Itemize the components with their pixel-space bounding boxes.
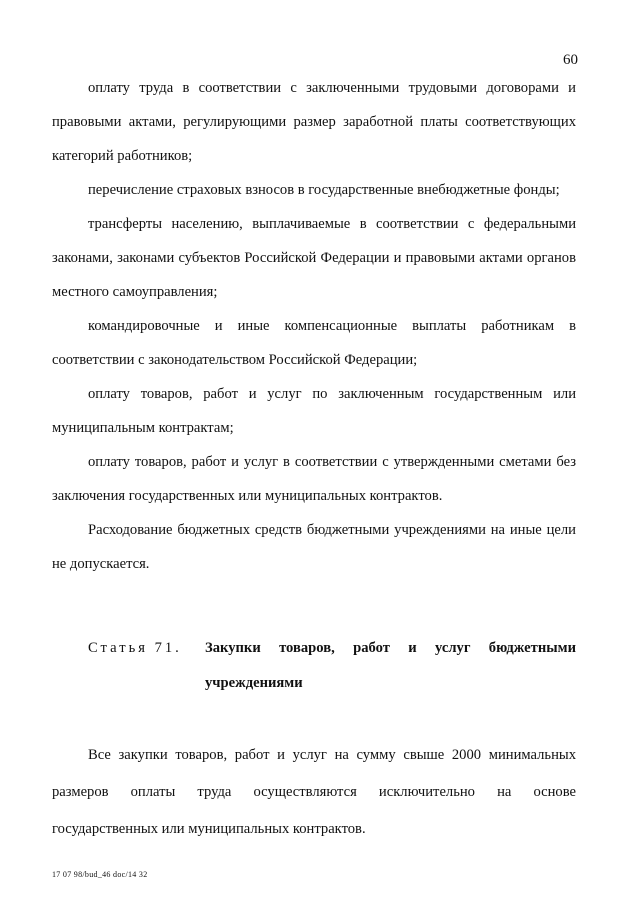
- article-body-line-1: Все закупки товаров, работ и услуг на сумму свыше 2000 минимальных: [88, 747, 576, 763]
- paragraph-insurance-contributions: перечисление страховых взносов в государственные внебюджетные фонды;: [88, 182, 560, 198]
- body-text: [52, 71, 576, 581]
- paragraph-transfers: трансферты населению, выплачиваемые в соответствии с федеральными законами, законами субъектов Российской Федерации и правовыми актами органов местного самоуправления;: [52, 216, 576, 300]
- article-label: Статья 71.: [88, 640, 182, 656]
- article-title-line-1: Закупки товаров, работ и услуг бюджетными: [205, 640, 576, 656]
- paragraph-estimate-payments: оплату товаров, работ и услуг в соответствии с утвержденными сметами без заключения государственных или муниципальных контрактов.: [52, 454, 576, 504]
- file-footer: 17 07 98/bud_46 doc/14 32: [52, 870, 148, 879]
- article-title-line-2: учреждениями: [205, 675, 303, 691]
- article-heading: [88, 631, 576, 701]
- page-number: 60: [563, 52, 578, 68]
- paragraph-labor-pay: оплату труда в соответствии с заключенными трудовыми договорами и правовыми актами, регулирующими размер заработной платы соответствующих категорий работников;: [52, 80, 576, 164]
- article-body-line-2: размеров оплаты труда осуществляются исключительно на основе: [52, 784, 576, 800]
- paragraph-other-purposes: Расходование бюджетных средств бюджетными учреждениями на иные цели не допускается.: [52, 522, 576, 572]
- paragraph-contract-payments: оплату товаров, работ и услуг по заключенным государственным или муниципальным контрактам;: [52, 386, 576, 436]
- paragraph-travel-payments: командировочные и иные компенсационные выплаты работникам в соответствии с законодательством Российской Федерации;: [52, 318, 576, 368]
- article-body-line-3: государственных или муниципальных контрактов.: [52, 821, 366, 837]
- article-body: [52, 737, 576, 848]
- article-title: [205, 631, 576, 701]
